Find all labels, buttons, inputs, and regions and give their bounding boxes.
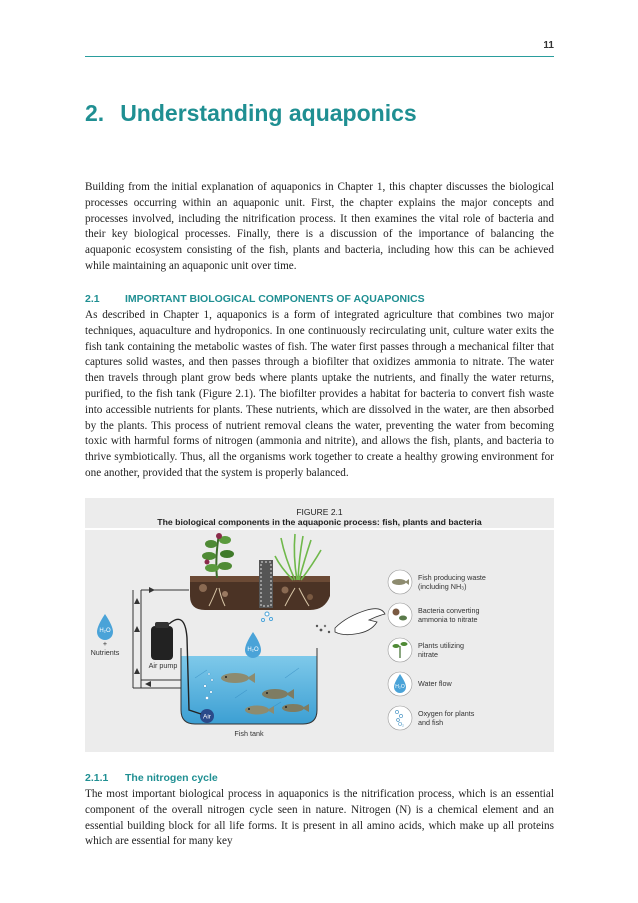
legend-oxygen-line2: and fish	[418, 718, 444, 727]
grass-plant	[275, 534, 321, 580]
subsection-number: 2.1.1	[85, 772, 109, 784]
chapter-title	[85, 100, 417, 127]
nutrients-plus: +	[102, 639, 108, 648]
section-heading-2-1	[85, 293, 425, 305]
legend-water-line1: Water flow	[418, 679, 452, 688]
legend-fish-line1: Fish producing waste	[418, 573, 486, 582]
fish-tank-label: Fish tank	[234, 729, 264, 738]
section-title: IMPORTANT BIOLOGICAL COMPONENTS OF AQUAPONICS	[125, 293, 425, 305]
legend-plant-line2: nitrate	[418, 650, 438, 659]
page-number: 11	[543, 40, 554, 51]
water-drop-icon	[245, 632, 261, 658]
legend-oxygen-line1: Oxygen for plants	[418, 709, 475, 718]
nutrients-label: Nutrients	[90, 648, 120, 657]
hand-feeding-icon	[316, 609, 385, 635]
h2o-label-center: H₂O	[247, 647, 259, 653]
section-heading-2-1-1	[85, 772, 218, 784]
aquaponics-diagram	[85, 498, 554, 752]
legend-bacteria-line2: ammonia to nitrate	[418, 615, 478, 624]
header-rule	[85, 56, 554, 57]
biofilter	[259, 560, 273, 622]
figure-2-1	[85, 498, 554, 752]
air-pump-label: Air pump	[148, 661, 178, 670]
chapter-title-text: Understanding aquaponics	[120, 100, 417, 126]
air-label: Air	[203, 713, 211, 721]
legend-fish-line2: (including NH₃)	[418, 582, 467, 591]
legend-plant-line1: Plants utilizing	[418, 641, 464, 650]
figure-label: FIGURE 2.1	[296, 507, 343, 517]
subsection-title: The nitrogen cycle	[125, 772, 218, 784]
legend-oxygen-icon-text: O₂	[398, 722, 404, 728]
section-2-1-paragraph: As described in Chapter 1, aquaponics is a form of integrated agriculture that combines two major techniques, aquaculture and hydroponics. In one continuously recirculating unit, culture water exits the fish tank containing the metabolic wastes of fish. The water first passes through a mechanical filter that captures solid wastes, and then passes through a biofilter that oxidizes ammonia to nitrate. The water then travels through plant grow beds where plants uptake the nutrients, and finally the water returns, purified, to the fish tank (Figure 2.1). The biofilter provides a habitat for bacteria to convert fish waste into accessible nutrients for plants. These nutrients, which are dissolved in the water, are then absorbed by the plants. This process of nutrient removal cleans the water, preventing the water from becoming toxic with harmful forms of nitrogen (ammonia and nitrite), and allows the fish, plants, and bacteria to thrive symbiotically. Thus, all the organisms work together to create a healthy growing environment for one another, provided that the system is properly balanced.	[85, 309, 554, 479]
figure-caption: The biological components in the aquaponic process: fish, plants and bacteria	[157, 517, 482, 527]
legend	[388, 570, 486, 730]
chapter-number: 2.	[85, 100, 105, 126]
section-2-1-1-paragraph: The most important biological process in aquaponics is the nitrification process, which is an essential component of the overall nitrogen cycle seen in nature. Nitrogen (N) is a chemical element and an essential building block for all life forms. It is present in all amino acids, which make up all proteins which are essential for many key	[85, 788, 554, 848]
h2o-label-left: H₂O	[99, 628, 111, 634]
intro-paragraph: Building from the initial explanation of aquaponics in Chapter 1, this chapter discusses the biological processes occurring within an aquaponic unit. First, the chapter explains the major concepts and processes involved, including the nitrification process. It then examines the vital role of bacteria and their key biological processes. Finally, there is a discussion of the importance of balancing the aquaponic ecosystem consisting of the fish, plants and bacteria, including how this can be achieved while maintaining an aquaponic unit over time.	[85, 181, 554, 272]
section-number: 2.1	[85, 293, 100, 305]
water-drop-icon	[97, 614, 113, 640]
legend-water-icon-text: H₂O	[395, 684, 405, 690]
leafy-plant	[202, 533, 234, 578]
legend-bacteria-icon	[388, 603, 412, 627]
legend-bacteria-line1: Bacteria converting	[418, 606, 480, 615]
